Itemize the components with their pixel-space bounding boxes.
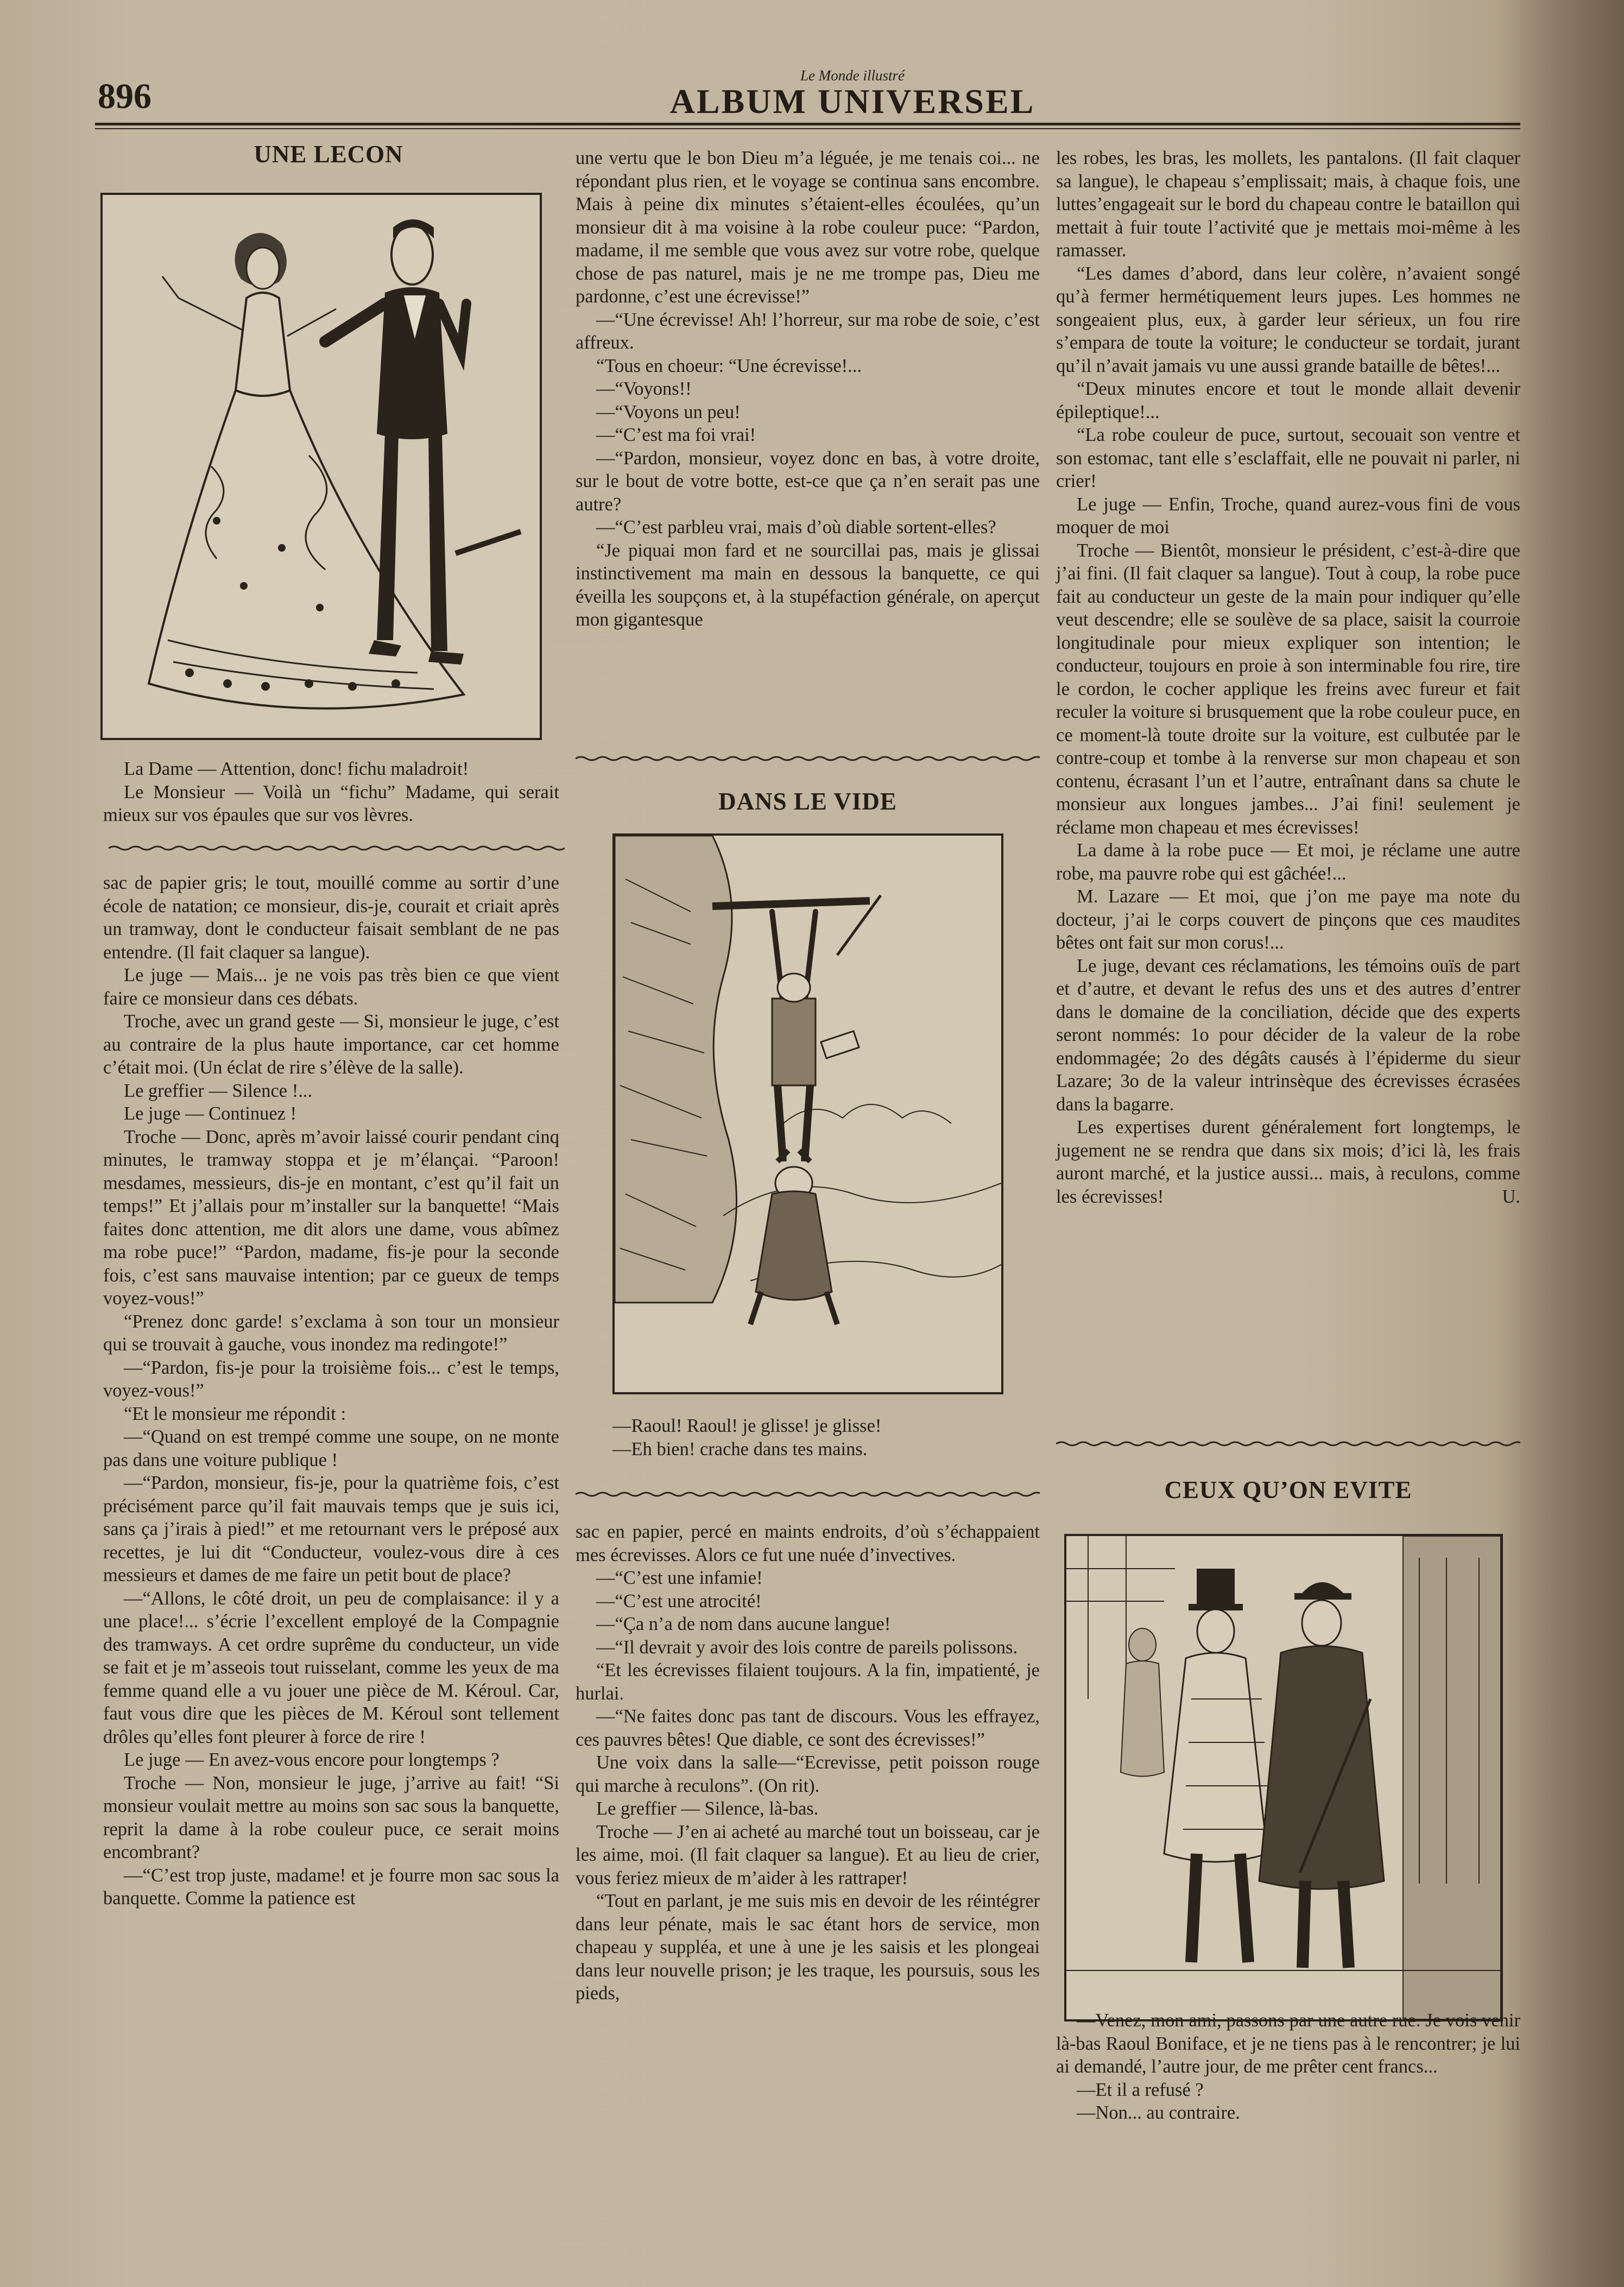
paragraph: Le juge — Enfin, Troche, quand aurez-vous fini de vous moquer de moi [1056, 494, 1520, 538]
paragraph: “Je piquai mon fard et ne sourcillai pas, mais je glissai instinctivement ma main en dessous la banquette, ce qui éveilla les soupçons et, à la stupéfaction générale, on aperçut mon gigantesque [576, 540, 1040, 630]
paragraph: “Et les écrevisses filaient toujours. A la fin, impatienté, je hurlai. [576, 1660, 1040, 1704]
section-title-ceux-quon-evite: CEUX QU’ON EVITE [1164, 1476, 1412, 1503]
paragraph: —“C’est trop juste, madame! et je fourre mon sac sous la banquette. Comme la patience est [103, 1865, 559, 1909]
street-illustration [1066, 1536, 1501, 2019]
paragraph: —“Voyons un peu! [596, 401, 741, 422]
paragraph: Troche — Bientôt, monsieur le président, c’est-à-dire que j’ai fini. (Il fait claquer sa langue). Tout à coup, la robe puce fait au conducteur un geste de la main pour indiquer qu’elle veut descendre; elle se soulève de sa place, saisit la courroie longitudinale pour mieux expliquer son intention; le conducteur, toujours en proie à son interminable fou rire, tire le cordon, le cocher applique les freins avec fureur et fait reculer la voiture si brusquement que la robe couleur puce, en ce moment-là toute droite sur la voiture, est culbutée par le contre-coup et tombe à la renverse sur mon chapeau et son contenu, écrasant l’un et l’autre, entraînant dans sa chute le monsieur aux longues jambes... J’ai fini! seulement je réclame mon chapeau et mes écrevisses! [1056, 540, 1520, 838]
paragraph: Une voix dans la salle—“Ecrevisse, petit poisson rouge qui marche à reculons”. (On rit). [576, 1752, 1040, 1796]
column-3-text [1056, 147, 1520, 1208]
paragraph: sac en papier, percé en maints endroits, d’où s’échappaient mes écrevisses. Alors ce fut une nuée d’invectives. [576, 1521, 1040, 1565]
paragraph: “Prenez donc garde! s’exclama à son tour un monsieur qui se trouvait à gauche, vous inondez ma redingote!” [103, 1311, 559, 1355]
column-2-top-text [576, 147, 1040, 631]
section-divider [1056, 1440, 1520, 1448]
paragraph: Le greffier — Silence, là-bas. [596, 1798, 819, 1819]
paragraph: —“Voyons!! [596, 378, 692, 399]
paragraph: —“Pardon, fis-je pour la troisième fois... c’est le temps, voyez-vous!” [103, 1357, 559, 1401]
paragraph: —“Quand on est trempé comme une soupe, on ne monte pas dans une voiture publique ! [103, 1426, 559, 1470]
paragraph: —“C’est une atrocité! [596, 1590, 762, 1612]
section-divider [109, 844, 565, 852]
paragraph: —“Une écrevisse! Ah! l’horreur, sur ma robe de soie, c’est affreux. [576, 309, 1040, 353]
header-rule-thin [95, 128, 1520, 129]
section-divider [576, 755, 1040, 762]
paragraph: “Les dames d’abord, dans leur colère, n’avaient songé qu’à fermer hermétiquement leurs jupes. Les hommes ne songeaient plus, eux, à garder leur sérieux, un fou rire s’empara de toute la voiture; le conducteur se tordait, jurant qu’il n’avait jamais vu une aussi grande bataille de bêtes!... [1056, 263, 1520, 376]
paragraph: —“Ça n’a de nom dans aucune langue! [596, 1614, 891, 1634]
paragraph: Troche — Donc, après m’avoir laissé courir pendant cinq minutes, le tramway stoppa et je m’élançai. “Paroon! mesdames, messieurs, dis-je en montant, c’est qu’il fait un temps!” Et j’allais pour m’installer sur la banquette! “Mais faites donc attention, me dit alors une dame, vous abîmez ma robe puce!” “Pardon, madame, fis-je pour la seconde fois, c’est sans mauvaise intention; par ce gueux de temps voyez-vous!” [103, 1126, 559, 1309]
paragraph: La dame à la robe puce — Et moi, je réclame une autre robe, ma pauvre robe qui est gâchée!... [1056, 840, 1520, 884]
caption-line: —Eh bien! crache dans tes mains. [612, 1438, 868, 1460]
caption-line: —Non... au contraire. [1077, 2102, 1240, 2123]
paragraph: —“Pardon, monsieur, fis-je, pour la quatrième fois, c’est précisément parce qu’il fait mauvais temps que je suis ici, sans ça j’irais à pied!” et me retournant vers le préposé aux recettes, je lui dit “Conducteur, voulez-vous dire à ces messieurs et dames de me faire un petit bout de place? [103, 1473, 559, 1585]
publication-title: ALBUM UNIVERSEL [669, 82, 1035, 121]
paragraph: Le juge — Continuez ! [124, 1103, 297, 1124]
paragraph: sac de papier gris; le tout, mouillé comme au sortir d’une école de natation; ce monsieur, dis-je, courait et criait après un tramway, dont le conducteur faisait semblant de ne pas entendre. (Il fait claquer sa langue). [103, 873, 559, 963]
paragraph: “Tous en choeur: “Une écrevisse!... [596, 355, 862, 376]
header-rule [95, 123, 1520, 125]
paragraph: —“C’est parbleu vrai, mais d’où diable sortent-elles? [596, 517, 996, 538]
section-title-dans-le-vide: DANS LE VIDE [718, 788, 897, 815]
caption-ceux-quon-evite [1056, 2009, 1520, 2125]
paragraph: —“Pardon, monsieur, voyez donc en bas, à votre droite, sur le bout de votre botte, est-ce que ça n’en serait pas une autre? [576, 447, 1040, 515]
paragraph: “Et le monsieur me répondit : [124, 1403, 346, 1424]
section-divider [576, 1490, 1040, 1498]
paragraph: —“Allons, le côté droit, un peu de complaisance: il y a une place!... s’écrie l’excellent employé de la Compagnie des tramways. A cet ordre suprême du conducteur, un vide se fait et je m’asseois tout ruisselant, comme les yeux de ma femme quand elle a vu jouer une pièce de M. Kéroul. Car, faut vous dire que les pièces de M. Kéroul sont tellement drôles qu’elles font pleurer à force de rire ! [103, 1588, 559, 1747]
author-signature: U. [1502, 1186, 1520, 1207]
paragraph [1056, 1116, 1520, 1208]
couple-illustration [103, 195, 540, 738]
paragraph-text: Les expertises durent généralement fort longtemps, le jugement ne se rendra que dans six mois; d’ici là, les frais auront marché, et la justice aussi... mais, à reculons, comme les écrevisses! [1056, 1117, 1520, 1207]
paragraph: “Tout en parlant, je me suis mis en devoir de les réintégrer dans leur pénate, mais le sac étant hors de service, mon chapeau y suppléa, et une à une je les saisis et les plongeai dans leur nouvelle prison; je les traque, les poursuis, sous les pieds, [576, 1891, 1040, 2004]
paragraph: Troche — J’en ai acheté au marché tout un boisseau, car je les aime, moi. (Il fait claquer sa langue). Et au lieu de crier, vous feriez mieux de m’aider à les rattraper! [576, 1821, 1040, 1888]
paragraph: “La robe couleur de puce, surtout, secouait son ventre et son estomac, tant elle s’esclaffait, elle ne pouvait ni parler, ni crier! [1056, 425, 1520, 491]
paragraph: —“C’est ma foi vrai! [596, 425, 756, 445]
paragraph: —“C’est une infamie! [596, 1568, 763, 1588]
paragraph: Le greffier — Silence !... [124, 1080, 313, 1101]
publication-subtitle: Le Monde illustré [800, 67, 905, 84]
caption-line: La Dame — Attention, donc! fichu maladroit! [124, 759, 469, 779]
paragraph: “Deux minutes encore et tout le monde allait devenir épileptique!... [1056, 378, 1520, 422]
caption-line: —Raoul! Raoul! je glisse! je glisse! [612, 1416, 882, 1436]
caption-dans-le-vide [592, 1414, 1040, 1461]
illustration-ceux-quon-evite [1064, 1534, 1503, 2021]
illustration-une-lecon [100, 193, 542, 740]
paragraph: Le juge — En avez-vous encore pour longtemps ? [124, 1749, 500, 1770]
caption-line: Le Monsieur — Voilà un “fichu” Madame, qui serait mieux sur vos épaules que sur vos lèvres. [103, 781, 559, 825]
cliff-illustration [615, 836, 1001, 1392]
illustration-dans-le-vide [612, 833, 1003, 1394]
caption-line: —Venez, mon ami, passons par une autre rue. Je vois venir là-bas Raoul Boniface, et je ne tiens pas à le rencontrer; je lui ai demandé, l’autre jour, de me prêter cent francs... [1056, 2010, 1520, 2077]
column-2-bottom-text [576, 1520, 1040, 2005]
paragraph: —“Ne faites donc pas tant de discours. Vous les effrayez, ces pauvres bêtes! Que diable, ce sont des écrevisses!” [576, 1706, 1040, 1750]
column-1-text [103, 871, 559, 1910]
paragraph: les robes, les bras, les mollets, les pantalons. (Il fait claquer sa langue), le chapeau s’emplissait; mais, à chaque fois, une luttes’engageait sur le bord du chapeau contre le bataillon qui mettait à fuir toute l’activité que je mettais moi-même à les ramasser. [1056, 148, 1520, 261]
page-number: 896 [98, 77, 151, 116]
paragraph: —“Il devrait y avoir des lois contre de pareils polissons. [596, 1637, 1018, 1658]
paragraph: Troche — Non, monsieur le juge, j’arrive au fait! “Si monsieur voulait mettre au moins son sac sous la banquette, reprit la dame à la robe couleur puce, ce serait moins encombrant? [103, 1772, 559, 1862]
section-title-une-lecon: UNE LECON [254, 141, 403, 168]
paragraph: M. Lazare — Et moi, que j’on me paye ma note du docteur, j’ai le corps couvert de pinçons que ces maudites bêtes ont fait sur mon corus!... [1056, 886, 1520, 953]
caption-line: —Et il a refusé ? [1077, 2079, 1204, 2100]
caption-une-lecon [103, 757, 559, 827]
paragraph: Le juge — Mais... je ne vois pas très bien ce que vient faire ce monsieur dans ces débats. [103, 965, 559, 1009]
paragraph: une vertu que le bon Dieu m’a léguée, je me tenais coi... ne répondant plus rien, et le voyage se continua sans encombre. Mais à peine dix minutes s’étaient-elles écoulées, qu’un monsieur dit à ma voisine à la robe couleur puce: “Pardon, madame, il me semble que vous avez sur votre robe, quelque chose de pas naturel, mais je ne me trompe pas, Dieu me pardonne, c’est une écrevisse!” [576, 148, 1040, 307]
paragraph: Le juge, devant ces réclamations, les témoins ouïs de part et d’autre, et devant le refus des uns et des autres d’entrer dans le domaine de la conciliation, décide que des experts seront nommés: 1o pour décider de la valeur de la robe endommagée; 2o des dégâts causés à l’épiderme du sieur Lazare; 3o de la valeur intrinsèque des écrevisses écrasées dans la bagarre. [1056, 955, 1520, 1115]
paragraph: Troche, avec un grand geste — Si, monsieur le juge, c’est au contraire de la plus haute importance, car cet homme c’était moi. (Un éclat de rire s’élève de la salle). [103, 1011, 559, 1078]
